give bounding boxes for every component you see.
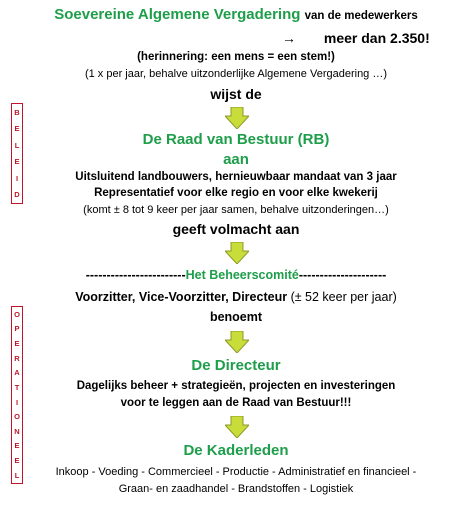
committee-title-row bbox=[0, 268, 472, 282]
operationeel-side-label bbox=[11, 306, 23, 484]
committee-title: Het Beheerscomité bbox=[185, 268, 299, 282]
right-arrow-icon: → bbox=[282, 30, 296, 46]
beleid-side-label bbox=[11, 103, 23, 204]
committee-frequency: (± 52 keer per jaar) bbox=[290, 290, 397, 304]
side-letter: I bbox=[15, 173, 19, 183]
down-arrow-icon bbox=[225, 107, 249, 129]
assembly-title: Soevereine Algemene Vergadering bbox=[54, 6, 301, 23]
committee-members: Voorzitter, Vice-Voorzitter, Directeur bbox=[75, 290, 288, 304]
operationeel-letters bbox=[12, 307, 22, 483]
side-letter: N bbox=[14, 426, 20, 436]
committee-dashes-left: ------------------------ bbox=[85, 268, 186, 282]
committee-members-row bbox=[0, 290, 472, 304]
side-letter: R bbox=[14, 353, 20, 363]
director-line1: Dagelijks beheer + strategieën, projecten en investeringen bbox=[76, 380, 396, 392]
side-letter: E bbox=[14, 338, 20, 348]
side-letter: I bbox=[15, 397, 19, 407]
side-letter: P bbox=[14, 324, 20, 334]
committee-verb: benoemt bbox=[209, 310, 263, 324]
side-letter: O bbox=[14, 412, 20, 422]
side-letter: L bbox=[14, 140, 20, 150]
side-letter: E bbox=[14, 157, 20, 166]
side-letter: A bbox=[14, 368, 20, 378]
director-line2: voor te leggen aan de Raad van Bestuur!!! bbox=[120, 397, 352, 409]
staff-line1: Inkoop - Voeding - Commercieel - Productie - Administratief en financieel - bbox=[55, 466, 417, 478]
down-arrow-icon bbox=[225, 331, 249, 353]
side-letter: D bbox=[14, 190, 20, 199]
assembly-count-row bbox=[282, 30, 462, 46]
assembly-reminder: (herinnering: een mens = een stem!) bbox=[137, 51, 335, 63]
board-line2: Representatief voor elke regio en voor elke kwekerij bbox=[94, 187, 378, 199]
assembly-title-row bbox=[0, 6, 472, 23]
side-letter: O bbox=[14, 309, 20, 319]
assembly-verb: wijst de bbox=[210, 86, 262, 102]
board-verb: geeft volmacht aan bbox=[172, 221, 300, 237]
side-letter: L bbox=[14, 470, 20, 480]
board-title: De Raad van Bestuur (RB) bbox=[142, 131, 330, 148]
side-letter: E bbox=[14, 441, 20, 451]
board-line3: (komt ± 8 tot 9 keer per jaar samen, behalve uitzonderingen…) bbox=[83, 204, 389, 216]
side-letter: T bbox=[14, 382, 20, 392]
staff-title: De Kaderleden bbox=[183, 442, 289, 459]
board-title-suffix: aan bbox=[223, 151, 249, 168]
staff-line2: Graan- en zaadhandel - Brandstoffen - Logistiek bbox=[118, 483, 354, 495]
side-letter: E bbox=[14, 456, 20, 466]
assembly-frequency: (1 x per jaar, behalve uitzonderlijke Algemene Vergadering …) bbox=[84, 68, 388, 80]
down-arrow-icon bbox=[225, 242, 249, 264]
down-arrow-icon bbox=[225, 416, 249, 438]
assembly-title-suffix: van de medewerkers bbox=[304, 10, 418, 22]
side-letter: B bbox=[14, 107, 20, 117]
board-line1: Uitsluitend landbouwers, hernieuwbaar mandaat van 3 jaar bbox=[75, 171, 397, 183]
side-letter: E bbox=[14, 124, 20, 133]
committee-dashes-right: --------------------- bbox=[298, 268, 387, 282]
director-title: De Directeur bbox=[191, 357, 281, 374]
beleid-letters bbox=[12, 104, 22, 203]
assembly-count: meer dan 2.350! bbox=[323, 30, 430, 46]
